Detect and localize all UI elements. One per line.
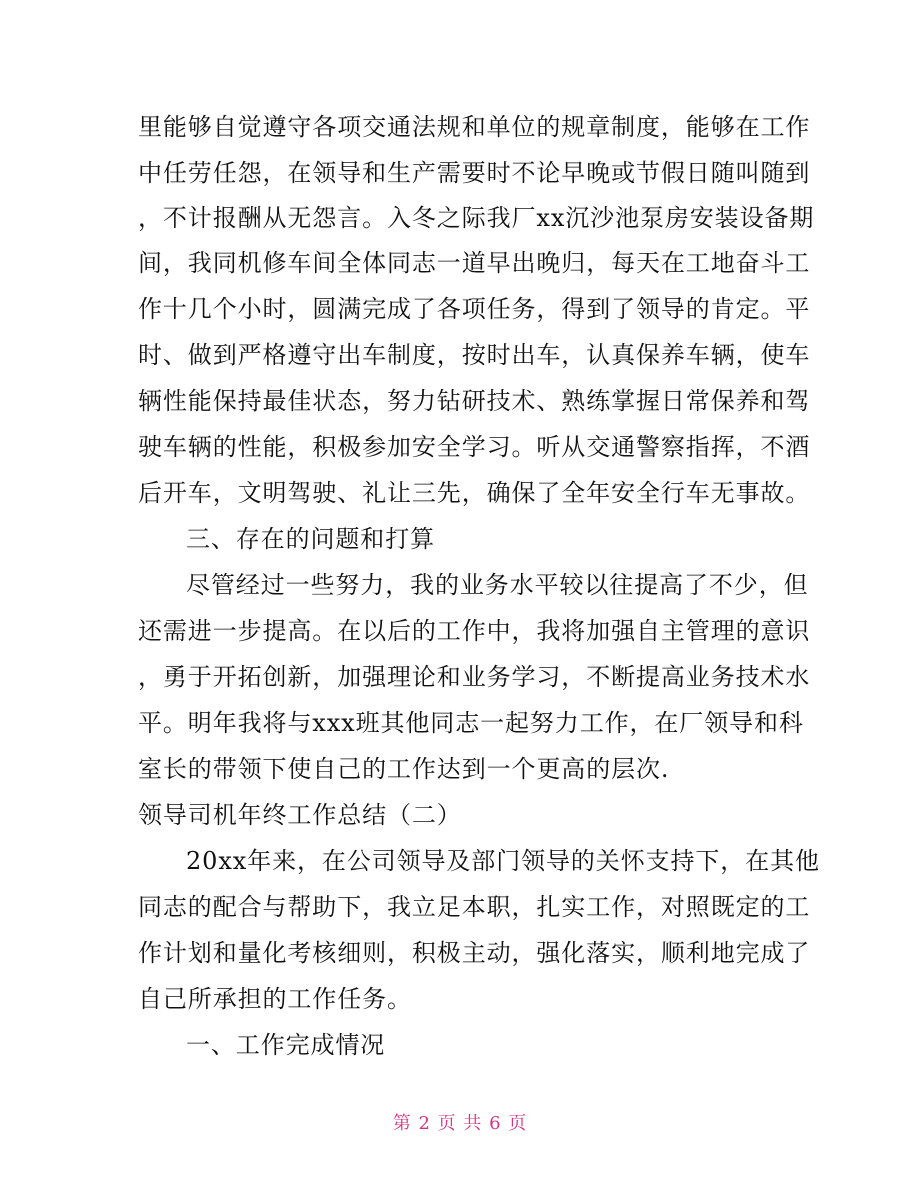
paragraph-line: 平。明年我将与xxx班其他同志一起努力工作，在厂领导和科 bbox=[138, 709, 804, 737]
paragraph-line: 同志的配合与帮助下，我立足本职，扎实工作，对照既定的工 bbox=[138, 893, 811, 921]
section-heading: 一、工作完成情况 bbox=[186, 1031, 386, 1059]
paragraph-line: 室长的带领下使自己的工作达到一个更高的层次. bbox=[138, 755, 670, 783]
paragraph-line: 自己所承担的工作任务。 bbox=[138, 985, 412, 1013]
paragraph-line: 后开车，文明驾驶、礼让三先，确保了全年安全行车无事故。 bbox=[138, 479, 811, 507]
paragraph-line: 里能够自觉遵守各项交通法规和单位的规章制度，能够在工作 bbox=[138, 113, 811, 141]
paragraph-line: 作计划和量化考核细则，积极主动，强化落实，顺利地完成了 bbox=[138, 939, 811, 967]
paragraph-line: 还需进一步提高。在以后的工作中，我将加强自主管理的意识 bbox=[138, 617, 811, 645]
paragraph-line: 驶车辆的性能，积极参加安全学习。听从交通警察指挥，不酒 bbox=[138, 433, 811, 461]
section-heading: 三、存在的问题和打算 bbox=[186, 525, 435, 553]
paragraph-line: 间，我同机修车间全体同志一道早出晚归，每天在工地奋斗工 bbox=[138, 249, 811, 277]
paragraph-line: 尽管经过一些努力，我的业务水平较以往提高了不少，但 bbox=[186, 571, 809, 599]
paragraph-line: 作十几个小时，圆满完成了各项任务，得到了领导的肯定。平 bbox=[138, 295, 811, 323]
paragraph-line: ，勇于开拓创新，加强理论和业务学习，不断提高业务技术水 bbox=[138, 663, 811, 691]
paragraph-line: 时、做到严格遵守出车制度，按时出车，认真保养车辆，使车 bbox=[138, 341, 811, 369]
paragraph-line: ，不计报酬从无怨言。入冬之际我厂xx沉沙池泵房安装设备期 bbox=[138, 204, 815, 232]
paragraph-line: 辆性能保持最佳状态，努力钻研技术、熟练掌握日常保养和驾 bbox=[138, 387, 811, 415]
paragraph-line: 20xx年来，在公司领导及部门领导的关怀支持下，在其他 bbox=[186, 847, 820, 875]
paragraph-line: 中任劳任怨，在领导和生产需要时不论早晚或节假日随叫随到 bbox=[138, 159, 811, 187]
document-title: 领导司机年终工作总结（二） bbox=[138, 801, 462, 829]
page-number-footer: 第 2 页 共 6 页 bbox=[392, 1113, 528, 1134]
